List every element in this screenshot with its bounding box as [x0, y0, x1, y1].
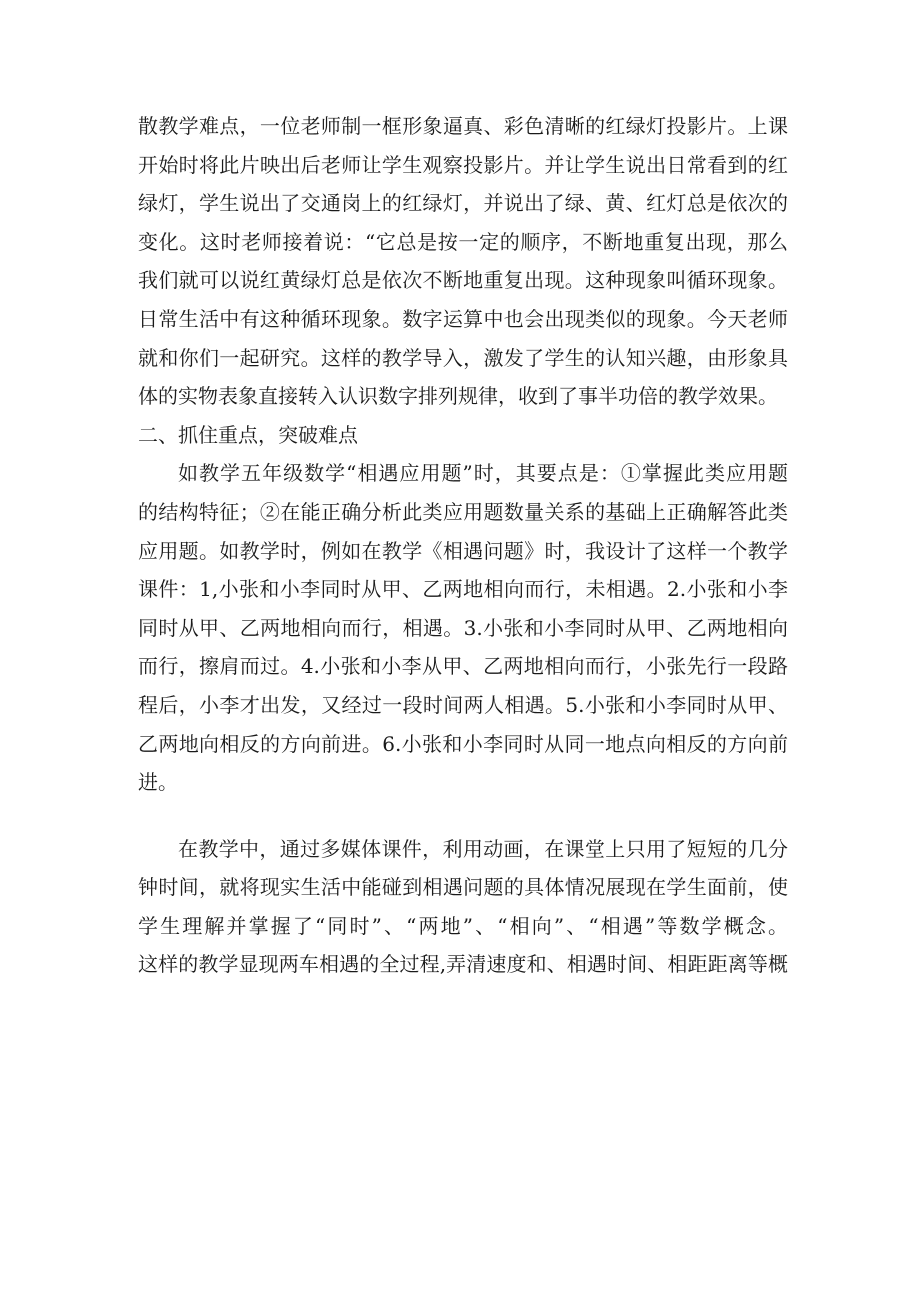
text-line: 散教学难点，一位老师制一框形象逼真、彩色清晰的红绿灯投影片。上课 [138, 114, 788, 138]
document-body [138, 107, 788, 984]
paragraph-red-green-light [138, 107, 788, 416]
paragraph-spacer [138, 802, 788, 830]
text-line: 如教学五年级数学“相遇应用题”时，其要点是：①掌握此类应用题 [178, 461, 788, 486]
text-line: 绿灯，学生说出了交通岗上的红绿灯，并说出了绿、黄、红灯总是依次的 [138, 191, 788, 216]
text-line: 程后，小李才出发，又经过一段时间两人相遇。5.小张和小李同时从甲、 [138, 692, 788, 717]
text-line: 开始时将此片映出后老师让学生观察投影片。并让学生说出日常看到的红 [138, 152, 788, 177]
section-heading [138, 416, 788, 455]
text-line: 乙两地向相反的方向前进。6.小张和小李同时从同一地点向相反的方向前 [138, 731, 788, 756]
text-line: 变化。这时老师接着说：“它总是按一定的顺序，不断地重复出现，那么 [138, 229, 788, 254]
text-line: 我们就可以说红黄绿灯总是依次不断地重复出现。这种现象叫循环现象。 [138, 268, 788, 293]
text-line: 体的实物表象直接转入认识数字排列规律，收到了事半功倍的教学效果。 [138, 384, 778, 409]
text-line: 课件：1,小张和小李同时从甲、乙两地相向而行，未相遇。2.小张和小李 [138, 577, 788, 602]
text-line: 在教学中，通过多媒体课件，利用动画，在课堂上只用了短短的几分 [178, 836, 788, 861]
text-line: 学生理解并掌握了“同时”、“两地”、“相向”、“相遇”等数学概念。 [138, 913, 788, 938]
paragraph-multimedia [138, 830, 788, 984]
text-line: 这样的教学显现两车相遇的全过程,弄清速度和、相遇时间、相距距离等概 [138, 952, 788, 977]
text-line: 的结构特征；②在能正确分析此类应用题数量关系的基础上正确解答此类 [138, 499, 788, 524]
text-line: 同时从甲、乙两地相向而行，相遇。3.小张和小李同时从甲、乙两地相向 [138, 615, 788, 640]
heading-text: 二、抓住重点，突破难点 [138, 422, 358, 447]
text-line: 而行，擦肩而过。4.小张和小李从甲、乙两地相向而行，小张先行一段路 [138, 654, 788, 679]
text-line: 应用题。如教学时，例如在教学《相遇问题》时，我设计了这样一个教学 [138, 538, 788, 563]
text-line: 进。 [138, 770, 178, 795]
text-line: 日常生活中有这种循环现象。数字运算中也会出现类似的现象。今天老师 [138, 306, 788, 331]
paragraph-meeting-problem [138, 454, 788, 801]
text-line: 钟时间，就将现实生活中能碰到相遇问题的具体情况展现在学生面前，使 [138, 875, 788, 900]
text-line: 就和你们一起研究。这样的教学导入，激发了学生的认知兴趣，由形象具 [138, 345, 788, 370]
